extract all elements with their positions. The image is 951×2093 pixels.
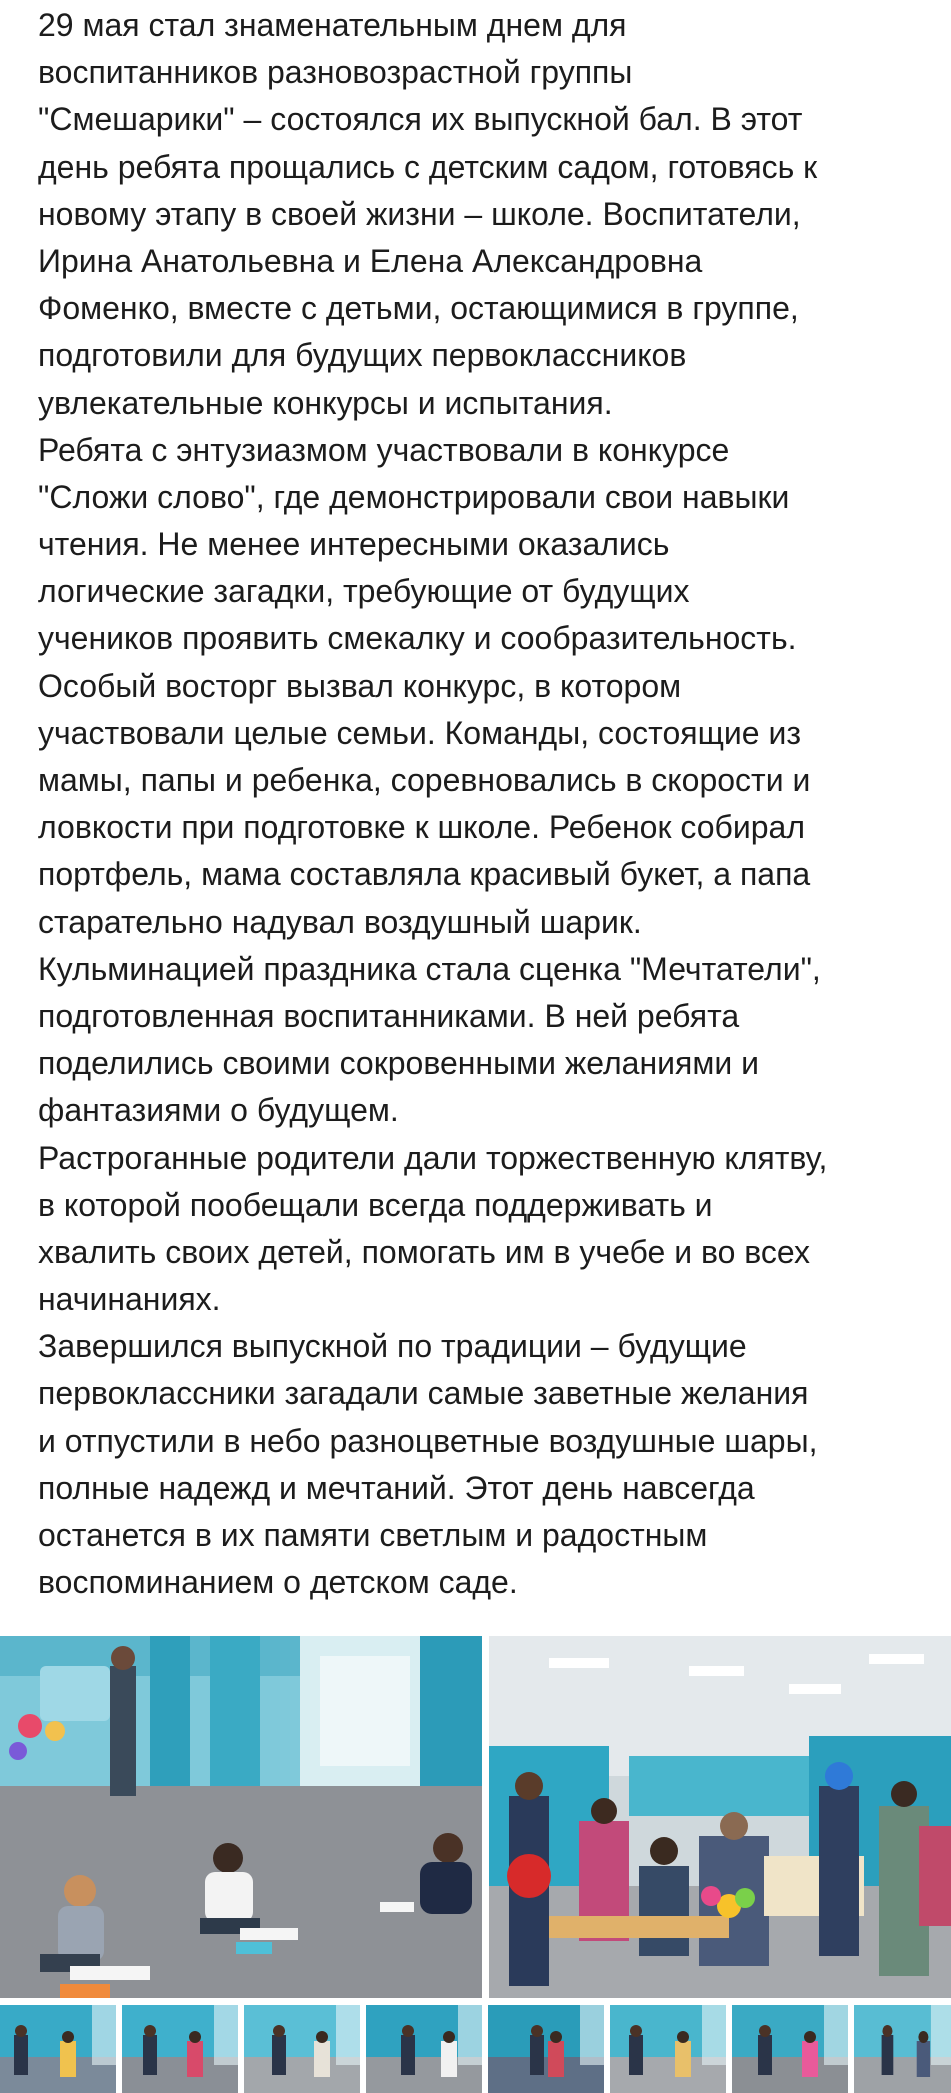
thumbnail-image bbox=[732, 2005, 848, 2093]
text-line: подготовили для будущих первоклассников bbox=[38, 337, 687, 374]
gallery-thumbnail[interactable] bbox=[488, 2005, 604, 2093]
gallery-photo-1[interactable] bbox=[0, 1636, 482, 1998]
post-paragraph bbox=[38, 1135, 951, 1324]
thumbnail-image bbox=[122, 2005, 238, 2093]
text-line: мамы, папы и ребенка, соревновались в скорости и bbox=[38, 762, 811, 798]
text-line: начинаниях. bbox=[38, 1281, 221, 1318]
text-line: новому этапу в своей жизни – школе. Воспитатели, bbox=[38, 195, 801, 232]
text-line: увлекательные конкурсы и испытания. bbox=[38, 384, 613, 421]
gallery-thumbnail[interactable] bbox=[732, 2005, 848, 2093]
text-line: останется в их памяти светлым и радостным bbox=[38, 1517, 708, 1553]
post-text bbox=[38, 2, 951, 1606]
text-line: полные надежд и мечтаний. Этот день навсегда bbox=[38, 1469, 755, 1506]
gallery-thumbnail[interactable] bbox=[366, 2005, 482, 2093]
post-paragraph bbox=[38, 946, 951, 1135]
text-line: Растроганные родители дали торжественную клятву, bbox=[38, 1139, 828, 1176]
post-paragraph bbox=[38, 2, 951, 427]
gallery-thumbnail[interactable] bbox=[854, 2005, 951, 2093]
text-line: чтения. Не менее интересными оказались bbox=[38, 526, 670, 563]
text-line: воспитанников разновозрастной группы bbox=[38, 54, 633, 91]
gallery-thumbnail[interactable] bbox=[122, 2005, 238, 2093]
gallery-thumbnail[interactable] bbox=[610, 2005, 726, 2093]
gallery-thumbnail[interactable] bbox=[0, 2005, 116, 2093]
text-line: участвовали целые семьи. Команды, состоящие из bbox=[38, 714, 801, 751]
gallery-photo-2[interactable] bbox=[489, 1636, 951, 1998]
text-line: день ребята прощались с детским садом, готовясь к bbox=[38, 148, 818, 185]
thumbnail-image bbox=[0, 2005, 116, 2093]
text-line: Особый восторг вызвал конкурс, в котором bbox=[38, 667, 682, 704]
thumbnail-image bbox=[854, 2005, 951, 2093]
text-line: "Смешарики" – состоялся их выпускной бал. В этот bbox=[38, 101, 803, 138]
post-paragraph bbox=[38, 427, 951, 663]
text-line: ловкости при подготовке к школе. Ребенок собирал bbox=[38, 809, 805, 846]
text-line: портфель, мама составляла красивый букет, а папа bbox=[38, 856, 811, 893]
post-paragraph bbox=[38, 663, 951, 946]
text-line: Кульминацией праздника стала сценка "Мечтатели", bbox=[38, 950, 821, 987]
text-line: учеников проявить смекалку и сообразительность. bbox=[38, 620, 797, 657]
thumbnail-image bbox=[488, 2005, 604, 2093]
text-line: Фоменко, вместе с детьми, остающимися в группе, bbox=[38, 290, 799, 327]
family-contest-image bbox=[489, 1636, 951, 1998]
text-line: фантазиями о будущем. bbox=[38, 1092, 399, 1129]
thumbnail-image bbox=[244, 2005, 360, 2093]
text-line: воспоминанием о детском саде. bbox=[38, 1564, 518, 1601]
text-line: 29 мая стал знаменательным днем для bbox=[38, 7, 627, 43]
text-line: и отпустили в небо разноцветные воздушные шары, bbox=[38, 1422, 818, 1459]
text-line: поделились своими сокровенными желаниями и bbox=[38, 1045, 759, 1082]
text-line: Ребята с энтузиазмом участвовали в конкурсе bbox=[38, 431, 730, 468]
text-line: логические загадки, требующие от будущих bbox=[38, 573, 690, 610]
gallery-thumbnail[interactable] bbox=[244, 2005, 360, 2093]
thumbnail-image bbox=[610, 2005, 726, 2093]
post-paragraph bbox=[38, 1323, 951, 1606]
text-line: старательно надувал воздушный шарик. bbox=[38, 903, 642, 940]
thumbnail-image bbox=[366, 2005, 482, 2093]
text-line: "Сложи слово", где демонстрировали свои навыки bbox=[38, 478, 790, 515]
text-line: Ирина Анатольевна и Елена Александровна bbox=[38, 242, 703, 279]
text-line: подготовленная воспитанниками. В ней ребята bbox=[38, 997, 740, 1034]
text-line: первоклассники загадали самые заветные желания bbox=[38, 1375, 809, 1412]
thumbnail-strip bbox=[0, 2005, 951, 2093]
text-line: Завершился выпускной по традиции – будущие bbox=[38, 1328, 747, 1365]
text-line: в которой пообещали всегда поддерживать и bbox=[38, 1186, 713, 1223]
children-word-game-image bbox=[0, 1636, 482, 1998]
text-line: хвалить своих детей, помогать им в учебе и во всех bbox=[38, 1233, 811, 1270]
